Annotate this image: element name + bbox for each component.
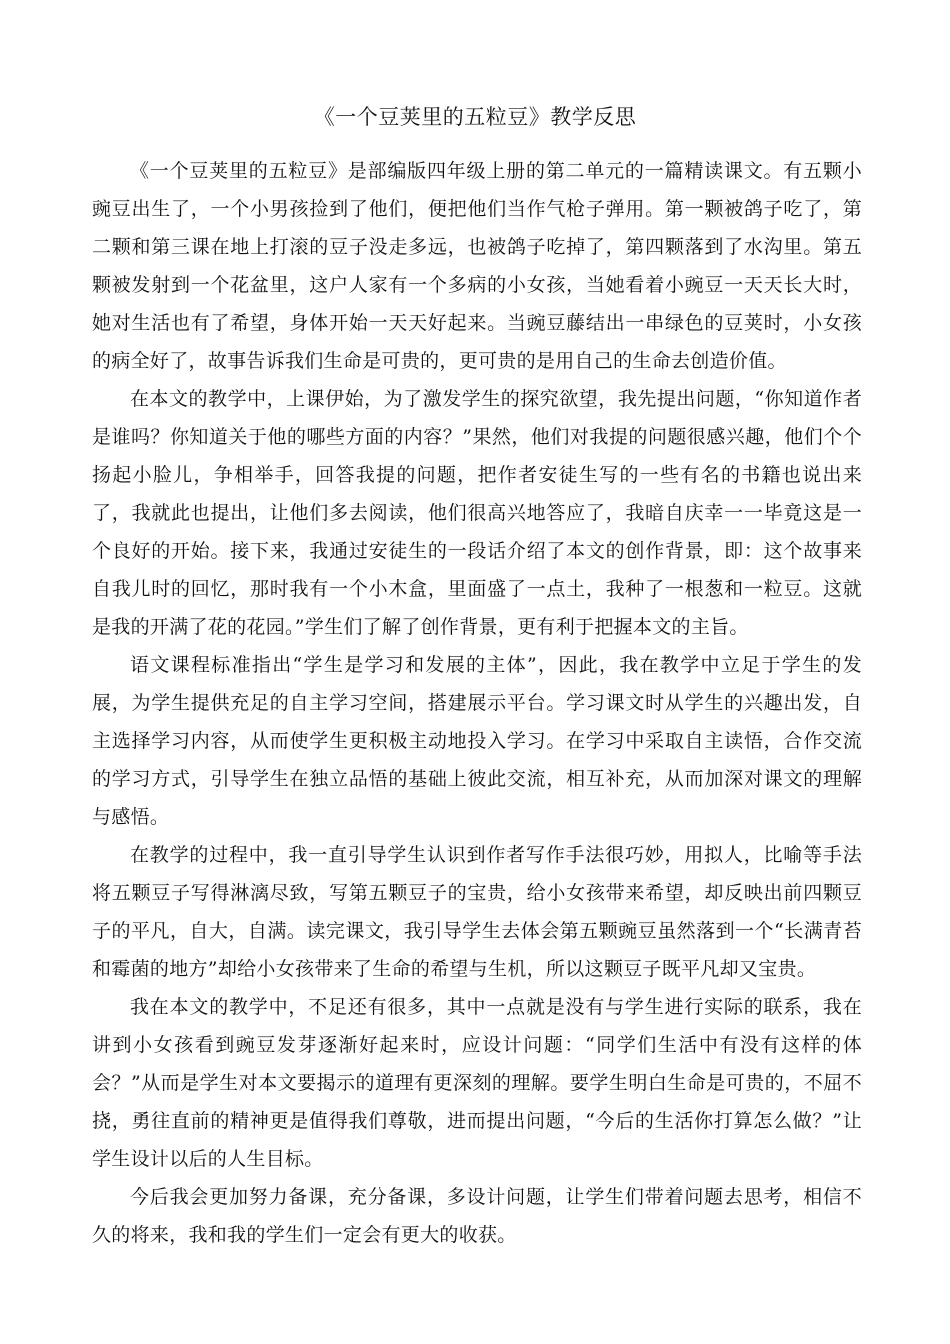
paragraph-4: 在教学的过程中，我一直引导学生认识到作者写作手法很巧妙，用拟人，比喻等手法将五颗豆子写得淋漓尽致，写第五颗豆子的宝贵，给小女孩带来希望，却反映出前四颗豆子的平凡，自大，自满。读完课文，我引导学生去体会第五颗豌豆虽然落到一个“长满青苔和霉菌的地方”却给小女孩带来了生命的希望与生机，所以这颗豆子既平凡却又宝贵。 [92,844,862,980]
paragraph-3: 语文课程标准指出“学生是学习和发展的主体”，因此，我在教学中立足于学生的发展，为学生提供充足的自主学习空间，搭建展示平台。学习课文时从学生的兴趣出发，自主选择学习内容，从而使学生更积极主动地投入学习。在学习中采取自主读悟，合作交流的学习方式，引导学生在独立品悟的基础上彼此交流，相互补充，从而加深对课文的理解与感悟。 [92,654,862,828]
paragraph-5: 我在本文的教学中，不足还有很多，其中一点就是没有与学生进行实际的联系，我在讲到小女孩看到豌豆发芽逐渐好起来时，应设计问题：“同学们生活中有没有这样的体会？”从而是学生对本文要揭示的道理有更深刻的理解。要学生明白生命是可贵的，不屈不挠，勇往直前的精神更是值得我们尊敬，进而提出问题，“今后的生活你打算怎么做？”让学生设计以后的人生目标。 [92,996,862,1170]
paragraph-1: 《一个豆荚里的五粒豆》是部编版四年级上册的第二单元的一篇精读课文。有五颗小豌豆出生了，一个小男孩捡到了他们，便把他们当作气枪子弹用。第一颗被鸽子吃了，第二颗和第三课在地上打滚的豆子没走多远，也被鸽子吃掉了，第四颗落到了水沟里。第五颗被发射到一个花盆里，这户人家有一个多病的小女孩，当她看着小豌豆一天天长大时，她对生活也有了希望，身体开始一天天好起来。当豌豆藤结出一串绿色的豆荚时，小女孩的病全好了，故事告诉我们生命是可贵的，更可贵的是用自己的生命去创造价值。 [92,160,862,372]
document-body [92,152,862,1254]
document-title: 《一个豆荚里的五粒豆》教学反思 [313,105,637,129]
paragraph-2: 在本文的教学中，上课伊始，为了激发学生的探究欲望，我先提出问题，“你知道作者是谁吗？你知道关于他的哪些方面的内容？”果然，他们对我提的问题很感兴趣，他们个个扬起小脸儿，争相举手，回答我提的问题，把作者安徒生写的一些有名的书籍也说出来了，我就此也提出，让他们多去阅读，他们很高兴地答应了，我暗自庆幸一一毕竟这是一个良好的开始。接下来，我通过安徒生的一段话介绍了本文的创作背景，即：这个故事来自我儿时的回忆，那时我有一个小木盒，里面盛了一点土，我种了一根葱和一粒豆。这就是我的开满了花的花园。”学生们了解了创作背景，更有利于把握本文的主旨。 [92,388,862,638]
paragraph-6: 今后我会更加努力备课，充分备课，多设计问题，让学生们带着问题去思考，相信不久的将来，我和我的学生们一定会有更大的收获。 [92,1186,862,1246]
